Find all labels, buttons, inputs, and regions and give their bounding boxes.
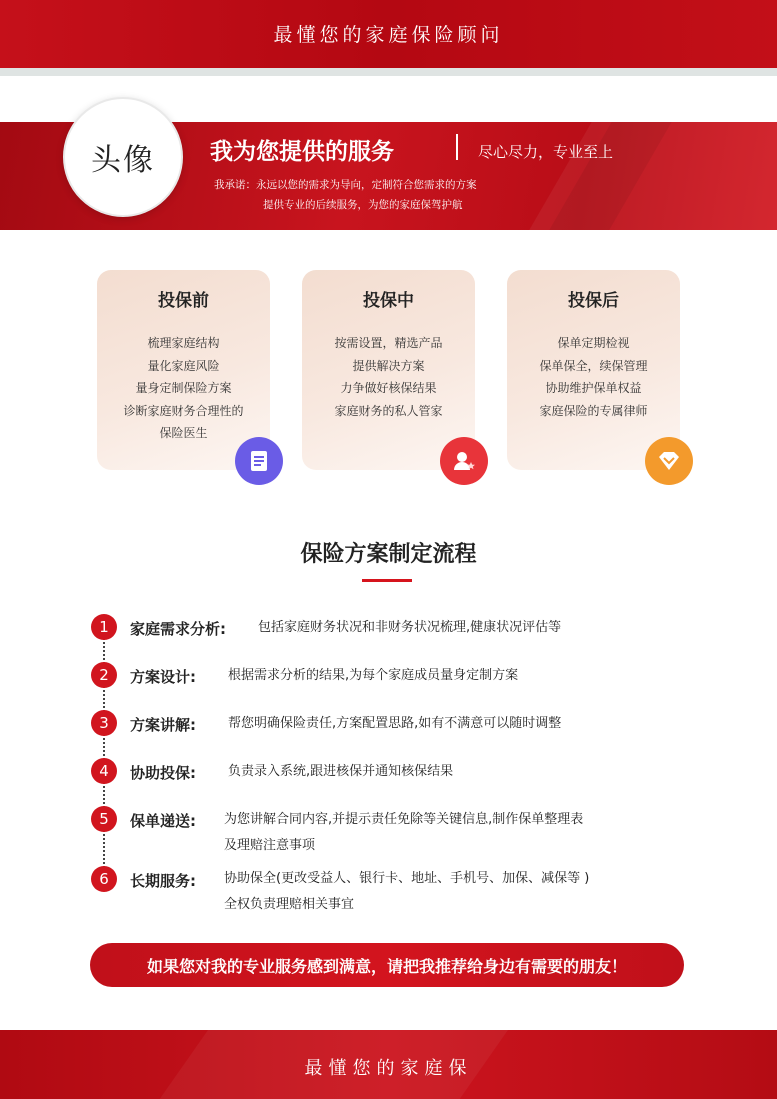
card-item: 诊断家庭财务合理性的 bbox=[123, 403, 244, 418]
step-number: 2 bbox=[91, 662, 117, 688]
step-label: 长期服务: bbox=[130, 872, 196, 890]
banner-separator bbox=[456, 134, 458, 160]
step-description: 为您讲解合同内容,并提示责任免除等关键信息,制作保单整理表 bbox=[224, 812, 584, 827]
card-item: 协助维护保单权益 bbox=[545, 381, 642, 395]
card-item: 家庭保险的专属律师 bbox=[539, 403, 648, 418]
banner-promise-line: 我承诺：永远以您的需求为导向，定制符合您需求的方案 bbox=[214, 179, 477, 191]
card-list bbox=[302, 332, 475, 422]
step-number: 4 bbox=[91, 758, 117, 784]
step-description: 协助保全(更改受益人、银行卡、地址、手机号、加保、减保等 ) bbox=[224, 871, 590, 886]
user-star-icon bbox=[440, 437, 488, 485]
step-description: 根据需求分析的结果,为每个家庭成员量身定制方案 bbox=[228, 668, 519, 683]
card-item: 梳理家庭结构 bbox=[147, 336, 220, 350]
avatar: 头像 bbox=[63, 97, 183, 217]
step-description: 包括家庭财务状况和非财务状况梳理,健康状况评估等 bbox=[258, 620, 562, 635]
card-item: 按需设置，精选产品 bbox=[334, 336, 443, 350]
recommendation-banner: 如果您对我的专业服务感到满意，请把我推荐给身边有需要的朋友！ bbox=[90, 943, 684, 987]
card-item: 量化家庭风险 bbox=[147, 358, 220, 373]
step-number: 6 bbox=[91, 866, 117, 892]
step-label: 方案讲解: bbox=[130, 716, 196, 734]
step-label: 保单递送: bbox=[130, 812, 196, 830]
card-item: 保单定期检视 bbox=[557, 336, 630, 350]
step-number: 3 bbox=[91, 710, 117, 736]
card-before-insurance bbox=[97, 270, 270, 470]
card-item: 家庭财务的私人管家 bbox=[334, 403, 443, 418]
step-description: 及理赔注意事项 bbox=[224, 838, 316, 853]
footer-bar bbox=[0, 1030, 777, 1099]
flow-title-underline bbox=[362, 579, 412, 582]
step-description: 帮您明确保险责任,方案配置思路,如有不满意可以随时调整 bbox=[228, 716, 562, 731]
card-title: 投保前 bbox=[158, 291, 209, 311]
card-list bbox=[507, 332, 680, 422]
banner-promise-line: 提供专业的后续服务，为您的家庭保驾护航 bbox=[263, 199, 463, 211]
step-number: 1 bbox=[91, 614, 117, 640]
flow-title: 保险方案制定流程 bbox=[300, 542, 477, 567]
card-item: 保单保全，续保管理 bbox=[539, 358, 648, 373]
header-divider bbox=[0, 68, 777, 76]
card-item: 量身定制保险方案 bbox=[135, 381, 232, 395]
card-title: 投保中 bbox=[363, 291, 414, 311]
header-title: 最懂您的家庭保险顾问 bbox=[273, 24, 504, 46]
card-after-insurance bbox=[507, 270, 680, 470]
document-icon bbox=[235, 437, 283, 485]
step-description: 负责录入系统,跟进核保并通知核保结果 bbox=[228, 764, 454, 779]
card-item: 提供解决方案 bbox=[352, 358, 425, 373]
step-label: 家庭需求分析: bbox=[130, 620, 226, 638]
diamond-icon bbox=[645, 437, 693, 485]
card-item: 力争做好核保结果 bbox=[340, 381, 437, 395]
card-item: 保险医生 bbox=[159, 426, 208, 440]
card-during-insurance bbox=[302, 270, 475, 470]
header-bar bbox=[0, 0, 777, 68]
banner-slogan: 尽心尽力，专业至上 bbox=[478, 143, 614, 161]
step-label: 协助投保: bbox=[130, 764, 196, 782]
step-label: 方案设计: bbox=[130, 668, 196, 686]
step-number: 5 bbox=[91, 806, 117, 832]
card-title: 投保后 bbox=[568, 291, 619, 311]
card-list bbox=[97, 332, 270, 445]
step-description: 全权负责理赔相关事宜 bbox=[224, 897, 355, 912]
banner-title: 我为您提供的服务 bbox=[210, 139, 394, 165]
footer-title: 最懂您的家庭保 bbox=[304, 1058, 473, 1079]
